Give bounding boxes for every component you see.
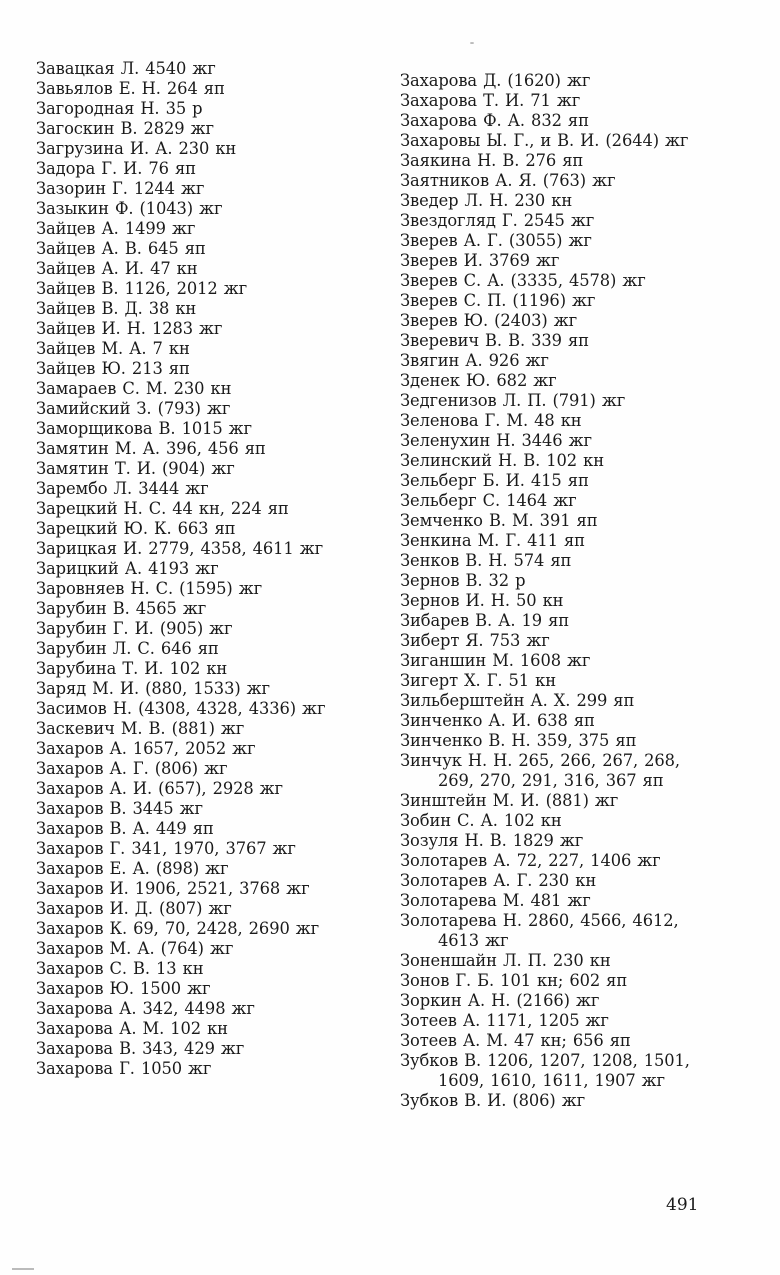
index-entry: Захарова Г. 1050 жг: [36, 1059, 212, 1078]
print-speck: [470, 42, 474, 44]
index-entry: Заряд М. И. (880, 1533) жг: [36, 679, 270, 698]
index-entry: Зарубина Т. И. 102 кн: [36, 659, 228, 678]
index-entry: Зильберштейн А. Х. 299 яп: [400, 691, 635, 710]
index-entry: Зеленухин Н. 3446 жг: [400, 431, 592, 450]
index-entry: Зинченко В. Н. 359, 375 яп: [400, 731, 637, 750]
index-entry: Золотарев А. Г. 230 кн: [400, 871, 597, 890]
index-column-right: [400, 71, 700, 1111]
index-entry: Захаров М. А. (764) жг: [36, 939, 234, 958]
index-entry: Захарова Ф. А. 832 яп: [400, 111, 589, 130]
index-entry: Загоскин В. 2829 жг: [36, 119, 214, 138]
index-entry: Зайцев А. 1499 жг: [36, 219, 196, 238]
index-entry: Зарецкий Н. С. 44 кн, 224 яп: [36, 499, 289, 518]
index-entry: Захаров С. В. 13 кн: [36, 959, 204, 978]
index-entry: Зонов Г. Б. 101 кн; 602 яп: [400, 971, 628, 990]
index-column-left: [36, 59, 341, 1079]
index-entry: Зверев И. 3769 жг: [400, 251, 560, 270]
index-entry: Заякина Н. В. 276 яп: [400, 151, 584, 170]
index-entry: Зарубин Г. И. (905) жг: [36, 619, 233, 638]
index-entry: Захарова А. М. 102 кн: [36, 1019, 228, 1038]
index-entry: Золотарев А. 72, 227, 1406 жг: [400, 851, 661, 870]
index-entry: Зоркин А. Н. (2166) жг: [400, 991, 600, 1010]
index-entry: Зайцев А. В. 645 яп: [36, 239, 206, 258]
index-entry: Замийский З. (793) жг: [36, 399, 231, 418]
index-entry: Зверевич В. В. 339 яп: [400, 331, 589, 350]
index-entry: Захаров И. Д. (807) жг: [36, 899, 232, 918]
index-entry: Заморщикова В. 1015 жг: [36, 419, 252, 438]
index-entry: Заскевич М. В. (881) жг: [36, 719, 245, 738]
index-entry: Захаров А. И. (657), 2928 жг: [36, 779, 283, 798]
index-entry: Загрузина И. А. 230 кн: [36, 139, 237, 158]
index-entry: Захаровы Ы. Г., и В. И. (2644) жг: [400, 131, 689, 150]
index-entry: Замятин Т. И. (904) жг: [36, 459, 235, 478]
index-entry: Захаров В. А. 449 яп: [36, 819, 214, 838]
index-entry: Зотеев А. 1171, 1205 жг: [400, 1011, 609, 1030]
index-entry: Зибарев В. А. 19 яп: [400, 611, 570, 630]
index-entry: Зубков В. 1206, 1207, 1208, 1501, 1609, 1610, 1611, 1907 жг: [400, 1051, 690, 1090]
index-entry: Захаров К. 69, 70, 2428, 2690 жг: [36, 919, 320, 938]
index-entry: Зинчук Н. Н. 265, 266, 267, 268, 269, 270, 291, 316, 367 яп: [400, 751, 680, 790]
index-entry: Зозуля Н. В. 1829 жг: [400, 831, 584, 850]
index-entry: Заровняев Н. С. (1595) жг: [36, 579, 263, 598]
index-entry: Захарова В. 343, 429 жг: [36, 1039, 245, 1058]
index-entry: Зоненшайн Л. П. 230 кн: [400, 951, 611, 970]
index-entry: Золотарева Н. 2860, 4566, 4612, 4613 жг: [400, 911, 679, 950]
index-entry: Захаров А. Г. (806) жг: [36, 759, 228, 778]
index-entry: Звездогляд Г. 2545 жг: [400, 211, 595, 230]
index-entry: Зенкина М. Г. 411 яп: [400, 531, 585, 550]
index-entry: Зарецкий Ю. К. 663 яп: [36, 519, 236, 538]
index-entry: Захарова А. 342, 4498 жг: [36, 999, 255, 1018]
index-entry: Зарубин В. 4565 жг: [36, 599, 207, 618]
index-entry: Зверев С. А. (3335, 4578) жг: [400, 271, 646, 290]
index-entry: Зайцев И. Н. 1283 жг: [36, 319, 223, 338]
index-entry: Зарембо Л. 3444 жг: [36, 479, 209, 498]
page-number: 491: [666, 1195, 699, 1215]
index-entry: Зарицкий А. 4193 жг: [36, 559, 219, 578]
index-entry: Зверев А. Г. (3055) жг: [400, 231, 592, 250]
index-entry: Зенков В. Н. 574 яп: [400, 551, 572, 570]
index-entry: Зайцев В. Д. 38 кн: [36, 299, 197, 318]
index-entry: Зверев Ю. (2403) жг: [400, 311, 578, 330]
index-entry: Зинштейн М. И. (881) жг: [400, 791, 619, 810]
index-entry: Зельберг С. 1464 жг: [400, 491, 577, 510]
index-entry: Захаров Г. 341, 1970, 3767 жг: [36, 839, 296, 858]
index-entry: Зведер Л. Н. 230 кн: [400, 191, 573, 210]
index-entry: Зиганшин М. 1608 жг: [400, 651, 591, 670]
index-entry: Зазорин Г. 1244 жг: [36, 179, 205, 198]
index-entry: Захаров Е. А. (898) жг: [36, 859, 229, 878]
index-entry: Захаров И. 1906, 2521, 3768 жг: [36, 879, 310, 898]
index-entry: Зверев С. П. (1196) жг: [400, 291, 596, 310]
index-entry: Зденек Ю. 682 жг: [400, 371, 557, 390]
index-entry: Захаров Ю. 1500 жг: [36, 979, 211, 998]
index-entry: Зотеев А. М. 47 кн; 656 яп: [400, 1031, 631, 1050]
index-entry: Замараев С. М. 230 кн: [36, 379, 232, 398]
index-entry: Зернов В. 32 р: [400, 571, 526, 590]
index-entry: Зиберт Я. 753 жг: [400, 631, 550, 650]
index-entry: Зелинский Н. В. 102 кн: [400, 451, 604, 470]
index-entry: Засимов Н. (4308, 4328, 4336) жг: [36, 699, 326, 718]
index-entry: Завьялов Е. Н. 264 яп: [36, 79, 225, 98]
index-entry: Звягин А. 926 жг: [400, 351, 549, 370]
print-speck: [12, 1268, 34, 1270]
index-entry: Завацкая Л. 4540 жг: [36, 59, 216, 78]
index-entry: Зинченко А. И. 638 яп: [400, 711, 595, 730]
index-entry: Зарицкая И. 2779, 4358, 4611 жг: [36, 539, 324, 558]
index-entry: Заятников А. Я. (763) жг: [400, 171, 616, 190]
index-entry: Захарова Т. И. 71 жг: [400, 91, 581, 110]
index-entry: Задора Г. И. 76 яп: [36, 159, 196, 178]
index-entry: Зайцев А. И. 47 кн: [36, 259, 198, 278]
index-entry: Зельберг Б. И. 415 яп: [400, 471, 589, 490]
index-entry: Зедгенизов Л. П. (791) жг: [400, 391, 626, 410]
index-entry: Зобин С. А. 102 кн: [400, 811, 562, 830]
index-entry: Замятин М. А. 396, 456 яп: [36, 439, 266, 458]
index-entry: Зернов И. Н. 50 кн: [400, 591, 564, 610]
index-entry: Зайцев В. 1126, 2012 жг: [36, 279, 248, 298]
index-entry: Захаров А. 1657, 2052 жг: [36, 739, 256, 758]
index-entry: Зарубин Л. С. 646 яп: [36, 639, 219, 658]
index-entry: Зеленова Г. М. 48 кн: [400, 411, 582, 430]
index-entry: Загородная Н. 35 р: [36, 99, 203, 118]
index-entry: Зазыкин Ф. (1043) жг: [36, 199, 223, 218]
index-entry: Захарова Д. (1620) жг: [400, 71, 591, 90]
index-entry: Зубков В. И. (806) жг: [400, 1091, 586, 1110]
index-entry: Земченко В. М. 391 яп: [400, 511, 598, 530]
index-entry: Зайцев Ю. 213 яп: [36, 359, 190, 378]
index-entry: Зайцев М. А. 7 кн: [36, 339, 190, 358]
index-entry: Зигерт Х. Г. 51 кн: [400, 671, 556, 690]
index-entry: Захаров В. 3445 жг: [36, 799, 203, 818]
index-entry: Золотарева М. 481 жг: [400, 891, 591, 910]
